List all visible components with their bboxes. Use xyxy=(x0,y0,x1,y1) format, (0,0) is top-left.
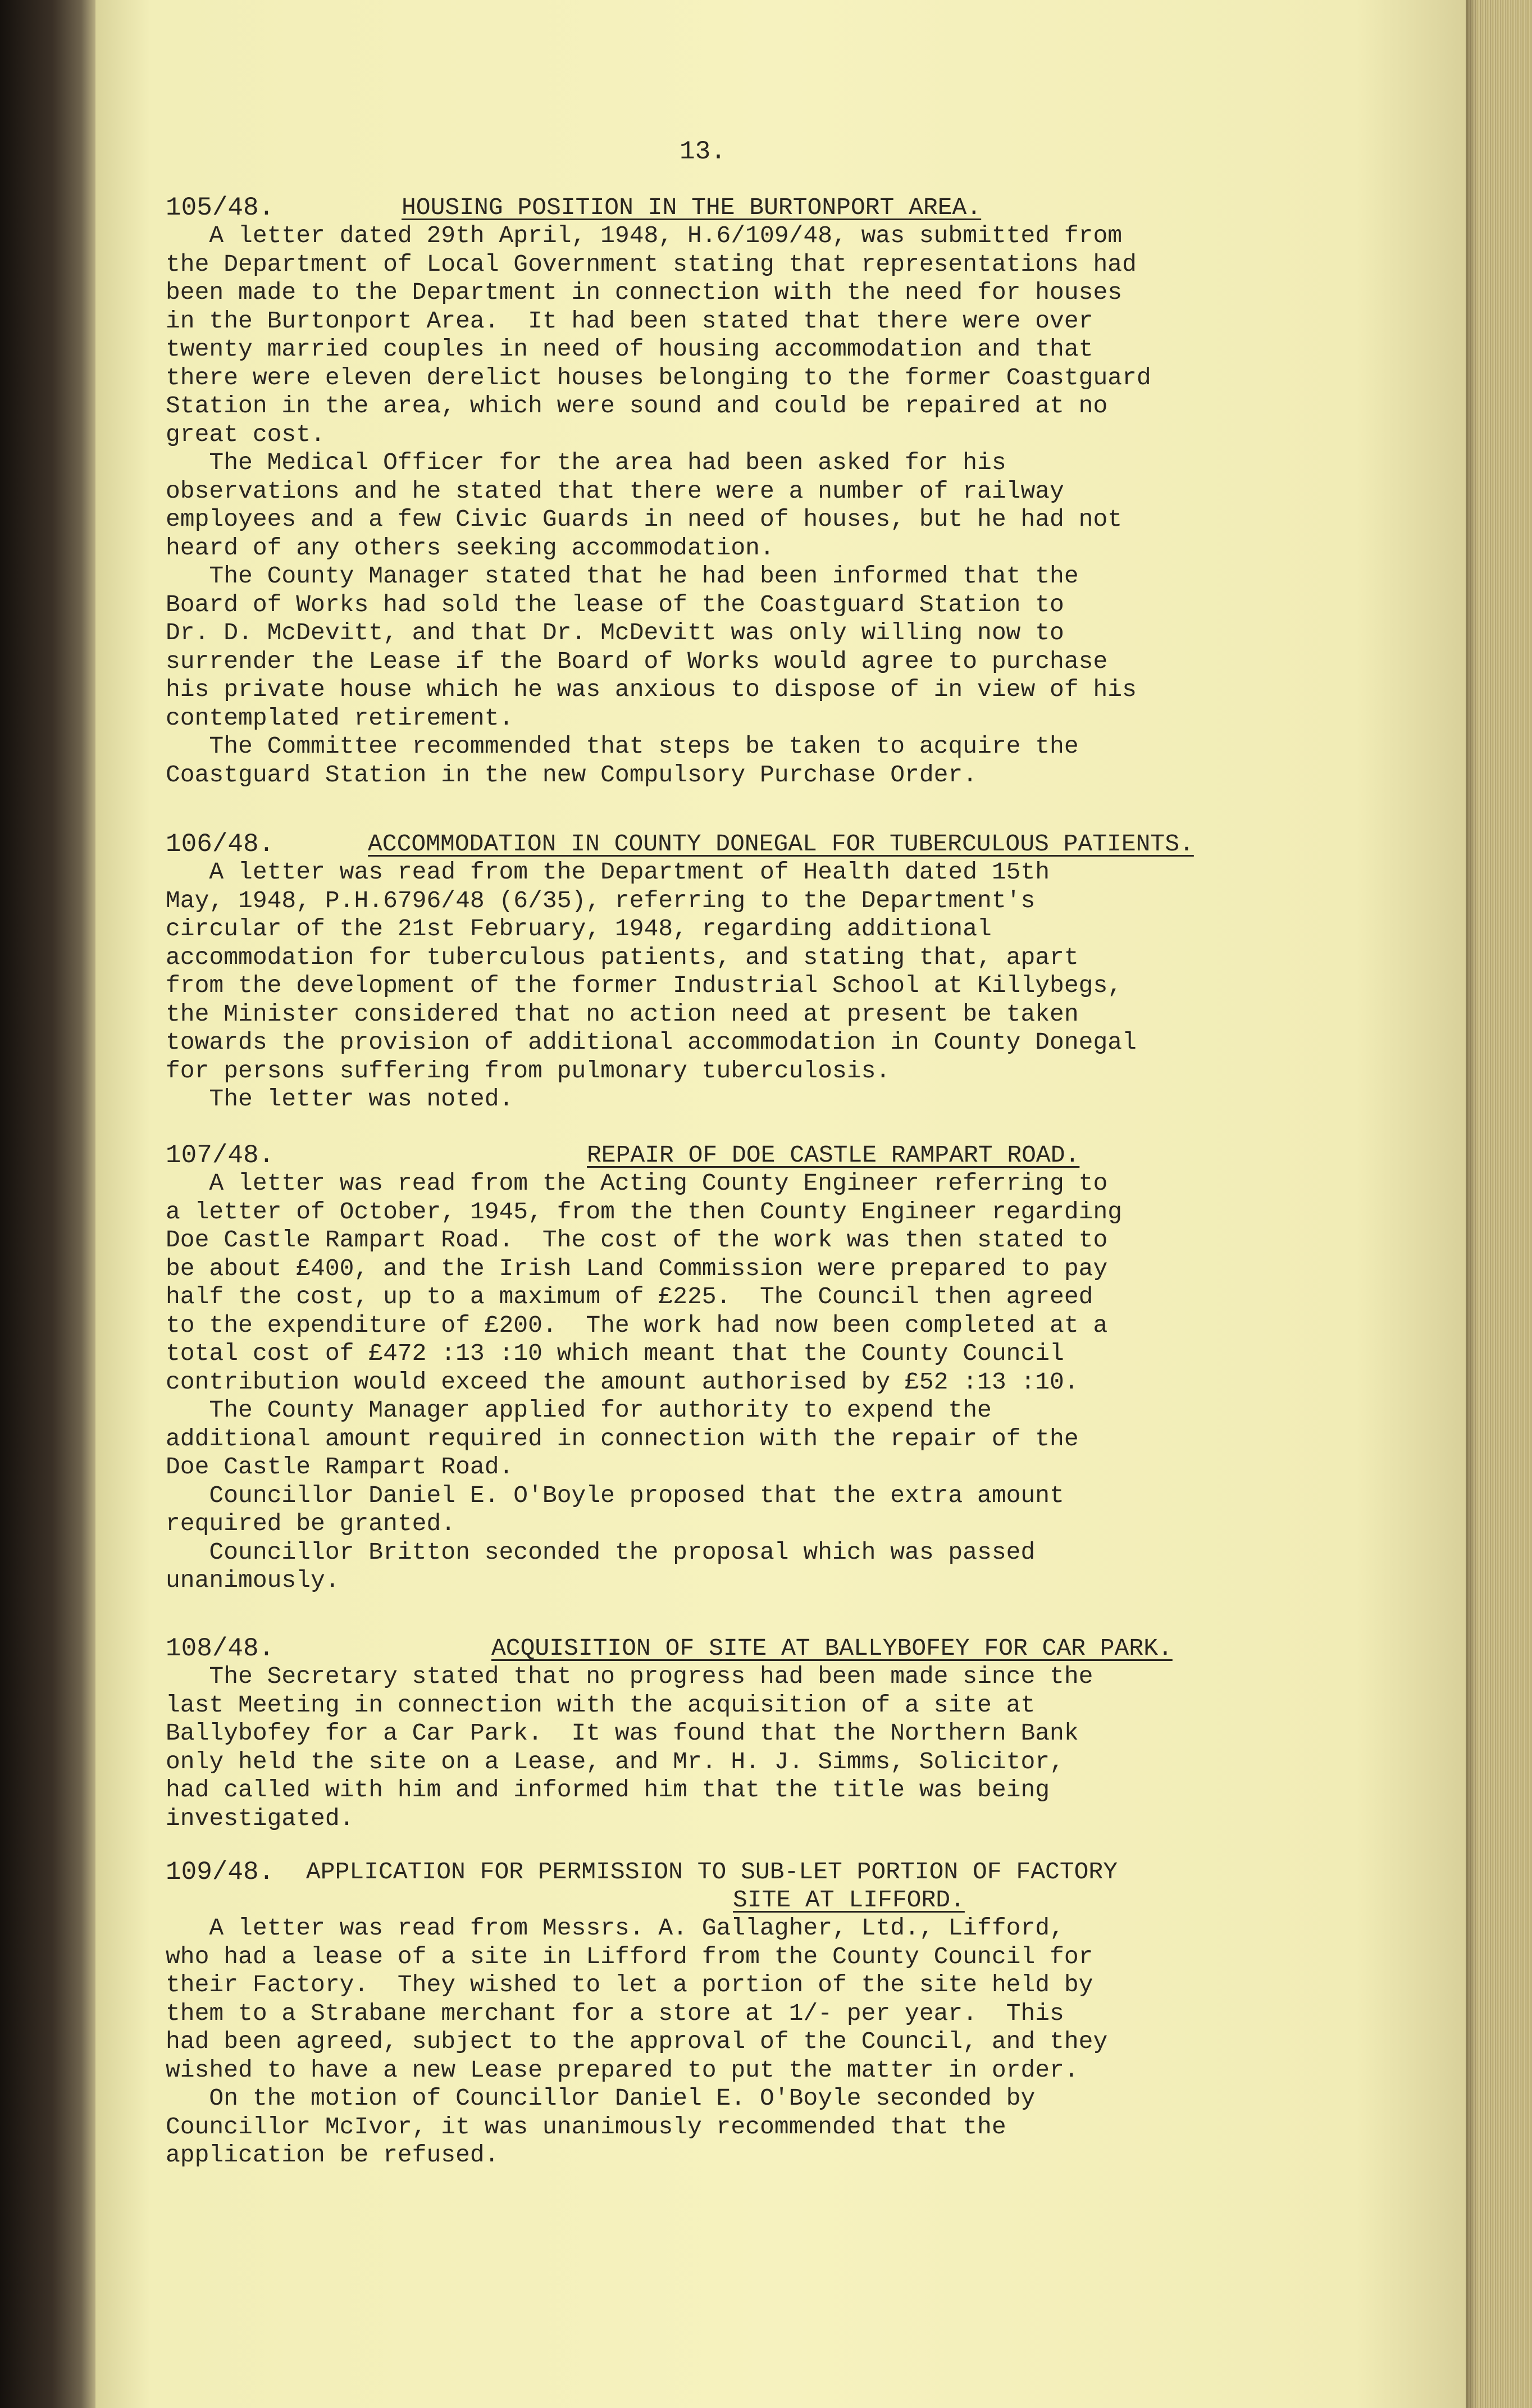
text-line: Coastguard Station in the new Compulsory Purchase Order. xyxy=(166,761,978,789)
minute-number: 107/48. xyxy=(166,1141,275,1170)
minute-number: 109/48. xyxy=(166,1858,275,1887)
minute-title: ACQUISITION OF SITE AT BALLYBOFEY FOR CAR PARK. xyxy=(491,1635,1173,1662)
text-line: The Medical Officer for the area had been asked for his xyxy=(166,449,1006,476)
minutes-document xyxy=(95,0,1466,2408)
text-line: for persons suffering from pulmonary tuberculosis. xyxy=(166,1057,891,1085)
text-line: had been agreed, subject to the approval of the Council, and they xyxy=(166,2028,1108,2055)
text-line: A letter was read from Messrs. A. Gallagher, Ltd., Lifford, xyxy=(166,1914,1064,1942)
text-line: A letter was read from the Acting County Engineer referring to xyxy=(166,1169,1108,1197)
text-line: their Factory. They wished to let a portion of the site held by xyxy=(166,1971,1093,1999)
minute-number: 106/48. xyxy=(166,830,275,859)
text-line: The County Manager applied for authority to expend the xyxy=(166,1396,992,1424)
text-line: The Secretary stated that no progress had been made since the xyxy=(166,1663,1093,1690)
text-line: The Committee recommended that steps be taken to acquire the xyxy=(166,732,1079,760)
text-line: his private house which he was anxious to dispose of in view of his xyxy=(166,676,1137,703)
minute-body xyxy=(166,222,1418,789)
text-line: observations and he stated that there were a number of railway xyxy=(166,477,1064,505)
text-line: accommodation for tuberculous patients, and stating that, apart xyxy=(166,943,1079,971)
text-line: contemplated retirement. xyxy=(166,704,514,732)
minute-105-48 xyxy=(166,194,1418,789)
page-number: 13. xyxy=(680,137,726,166)
document-page xyxy=(95,0,1466,2408)
text-line: towards the provision of additional accommodation in County Donegal xyxy=(166,1028,1137,1056)
minute-number: 108/48. xyxy=(166,1634,275,1663)
text-line: a letter of October, 1945, from the then County Engineer regarding xyxy=(166,1198,1123,1226)
text-line: unanimously. xyxy=(166,1567,340,1594)
minute-body xyxy=(166,1914,1418,2170)
text-line: Doe Castle Rampart Road. xyxy=(166,1453,514,1481)
text-line: last Meeting in connection with the acquisition of a site at xyxy=(166,1691,1036,1719)
minute-109-48 xyxy=(166,1858,1418,2170)
text-line: in the Burtonport Area. It had been stated that there were over xyxy=(166,307,1093,335)
text-line: investigated. xyxy=(166,1804,354,1832)
text-line: Councillor McIvor, it was unanimously recommended that the xyxy=(166,2113,1006,2141)
minute-title: APPLICATION FOR PERMISSION TO SUB-LET PORTION OF FACTORY xyxy=(306,1858,1118,1886)
text-line: On the motion of Councillor Daniel E. O'Boyle seconded by xyxy=(166,2084,1036,2112)
text-line: half the cost, up to a maximum of £225. The Council then agreed xyxy=(166,1283,1093,1310)
text-line: A letter dated 29th April, 1948, H.6/109/48, was submitted from xyxy=(166,222,1123,249)
text-line: contribution would exceed the amount authorised by £52 :13 :10. xyxy=(166,1368,1079,1396)
text-line: only held the site on a Lease, and Mr. H. J. Simms, Solicitor, xyxy=(166,1747,1064,1776)
text-line: required be granted. xyxy=(166,1510,456,1537)
text-line: twenty married couples in need of housing accommodation and that xyxy=(166,335,1093,363)
text-line: who had a lease of a site in Lifford from the County Council for xyxy=(166,1942,1093,1970)
page-edge-shadow xyxy=(1466,0,1477,2408)
text-line: the Department of Local Government stating that representations had xyxy=(166,250,1137,278)
text-line: Dr. D. McDevitt, and that Dr. McDevitt was only willing now to xyxy=(166,619,1064,647)
minute-title: ACCOMMODATION IN COUNTY DONEGAL FOR TUBERCULOUS PATIENTS. xyxy=(368,830,1194,858)
text-line: the Minister considered that no action need at present be taken xyxy=(166,1000,1079,1028)
text-line: Board of Works had sold the lease of the Coastguard Station to xyxy=(166,590,1064,618)
text-line: them to a Strabane merchant for a store at 1/- per year. This xyxy=(166,1999,1064,2027)
text-line: total cost of £472 :13 :10 which meant that the County Council xyxy=(166,1340,1064,1367)
text-line: The letter was noted. xyxy=(166,1085,514,1113)
text-line: wished to have a new Lease prepared to put the matter in order. xyxy=(166,2056,1079,2084)
minute-number: 105/48. xyxy=(166,193,275,222)
text-line: Station in the area, which were sound and could be repaired at no xyxy=(166,392,1108,420)
text-line: heard of any others seeking accommodation. xyxy=(166,534,774,562)
minute-body xyxy=(166,858,1418,1114)
minute-body xyxy=(166,1169,1418,1595)
text-line: had called with him and informed him that the title was being xyxy=(166,1776,1050,1804)
minute-106-48 xyxy=(166,830,1418,1114)
book-binding xyxy=(0,0,95,2408)
text-line: great cost. xyxy=(166,420,325,448)
text-line: employees and a few Civic Guards in need of houses, but he had not xyxy=(166,506,1123,533)
text-line: additional amount required in connection with the repair of the xyxy=(166,1424,1079,1453)
text-line: been made to the Department in connection with the need for houses xyxy=(166,279,1123,306)
minute-body xyxy=(166,1663,1418,1833)
text-line: Councillor Daniel E. O'Boyle proposed that the extra amount xyxy=(166,1481,1064,1509)
text-line: Ballybofey for a Car Park. It was found that the Northern Bank xyxy=(166,1719,1079,1747)
text-line: circular of the 21st February, 1948, regarding additional xyxy=(166,915,992,943)
text-line: to the expenditure of £200. The work had now been completed at a xyxy=(166,1311,1108,1339)
minute-title-continued: SITE AT LIFFORD. xyxy=(733,1886,965,1914)
minute-107-48 xyxy=(166,1141,1418,1595)
text-line: be about £400, and the Irish Land Commission were prepared to pay xyxy=(166,1254,1108,1282)
text-line: The County Manager stated that he had been informed that the xyxy=(166,562,1079,590)
minute-108-48 xyxy=(166,1635,1418,1833)
text-line: Doe Castle Rampart Road. The cost of the work was then stated to xyxy=(166,1226,1108,1254)
minute-title: REPAIR OF DOE CASTLE RAMPART ROAD. xyxy=(587,1141,1080,1169)
text-line: surrender the Lease if the Board of Works would agree to purchase xyxy=(166,647,1108,675)
minute-title: HOUSING POSITION IN THE BURTONPORT AREA. xyxy=(402,194,982,221)
text-line: A letter was read from the Department of Health dated 15th xyxy=(166,858,1050,886)
text-line: application be refused. xyxy=(166,2141,499,2169)
text-line: Councillor Britton seconded the proposal which was passed xyxy=(166,1538,1036,1566)
text-line: from the development of the former Industrial School at Killybegs, xyxy=(166,972,1123,999)
text-line: May, 1948, P.H.6796/48 (6/35), referring to the Department's xyxy=(166,886,1036,914)
text-line: there were eleven derelict houses belonging to the former Coastguard xyxy=(166,363,1151,392)
